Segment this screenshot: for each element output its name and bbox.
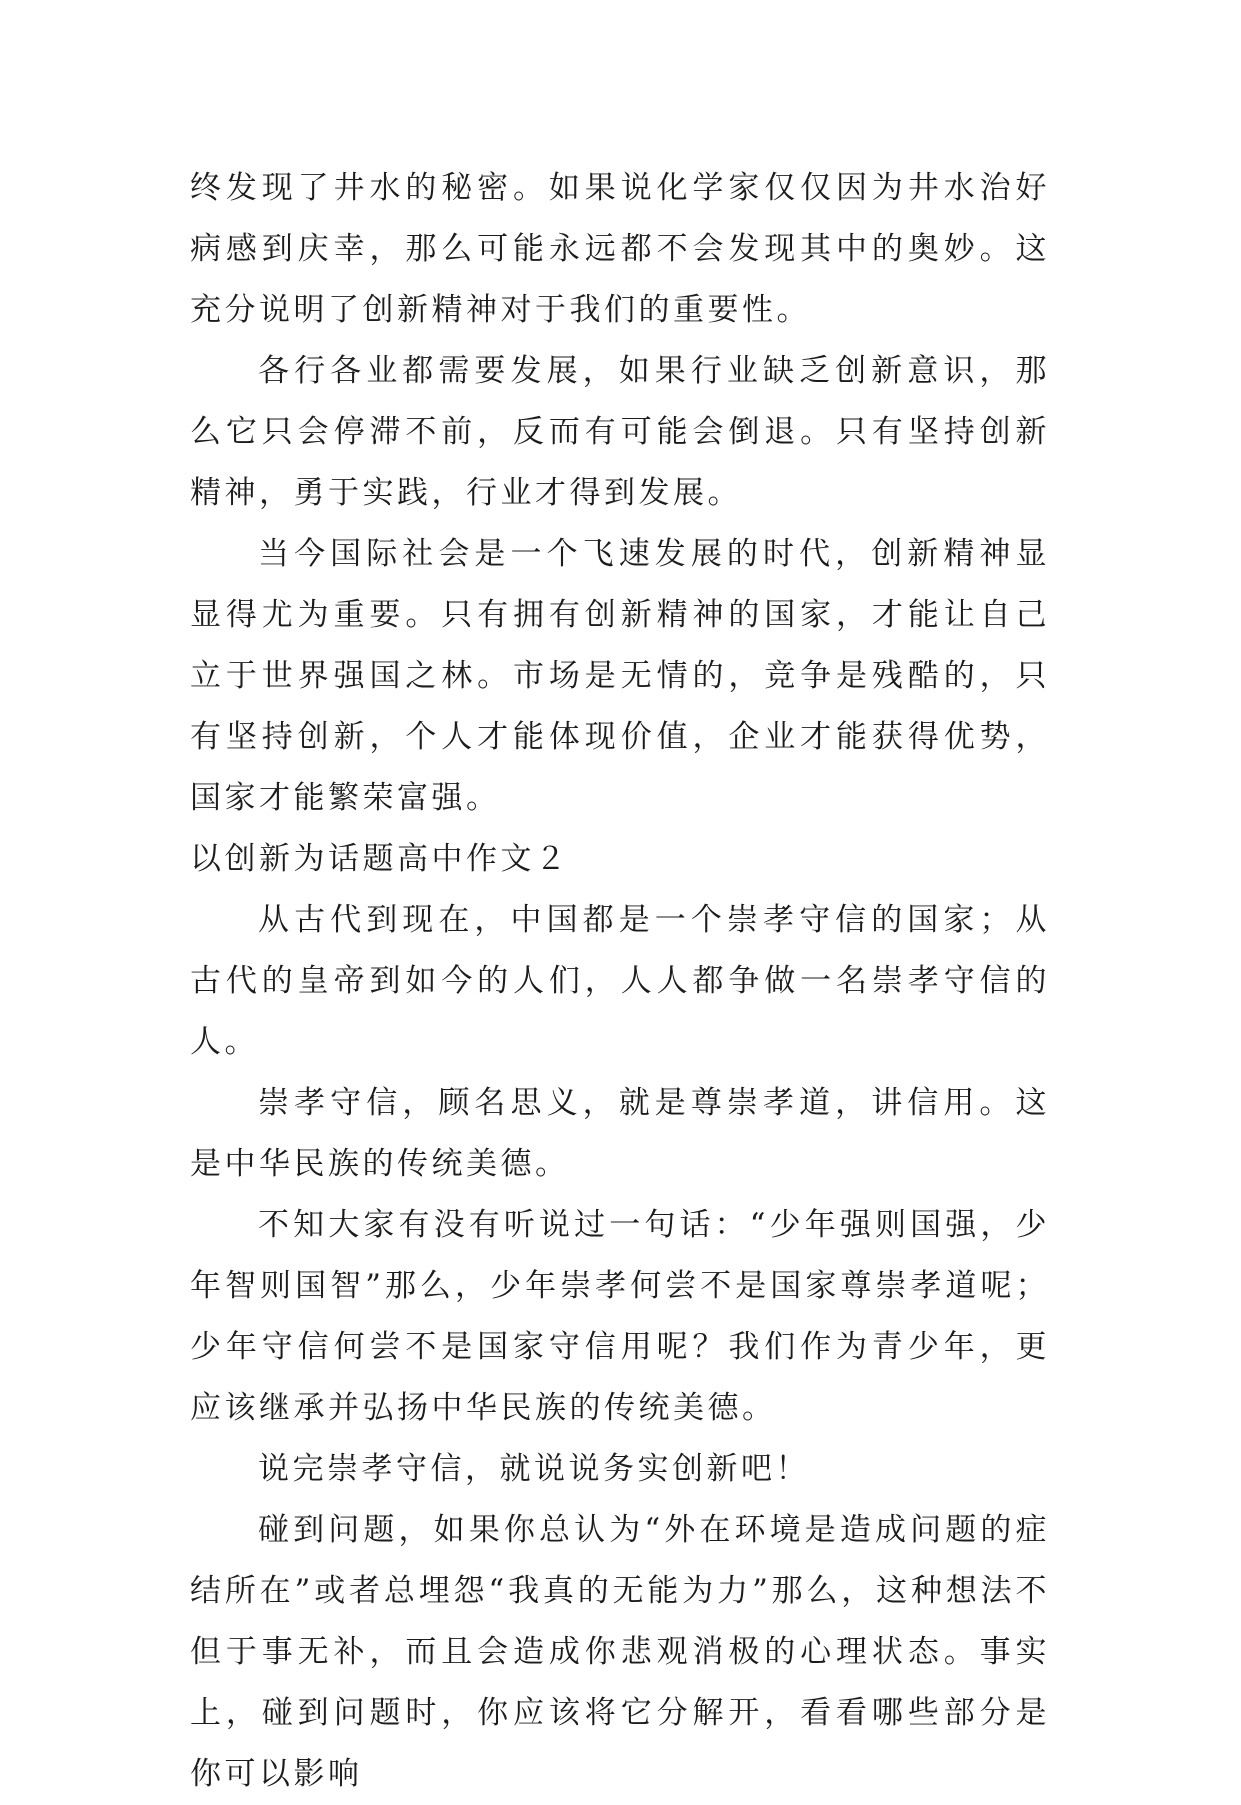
paragraph: 从古代到现在，中国都是一个崇孝守信的国家；从古代的皇帝到如今的人们，人人都争做一名崇孝守信的人。 [190,902,1050,1060]
paragraph: 碰到问题，如果你总认为“外在环境是造成问题的症结所在”或者总埋怨“我真的无能为力”那么，这种想法不但于事无补，而且会造成你悲观消极的心理状态。事实上，碰到问题时，你应该将它分解开，看看哪些部分是你可以影响 [190,1512,1050,1792]
essay-title: 以创新为话题高中作文２ [190,841,570,877]
paragraph: 当今国际社会是一个飞速发展的时代，创新精神显显得尤为重要。只有拥有创新精神的国家，才能让自己立于世界强国之林。市场是无情的，竞争是残酷的，只有坚持创新，个人才能体现价值，企业才能获得优势，国家才能繁荣富强。 [190,536,1050,816]
paragraph: 各行各业都需要发展，如果行业缺乏创新意识，那么它只会停滞不前，反而有可能会倒退。只有坚持创新精神，勇于实践，行业才得到发展。 [190,353,1050,511]
paragraph-continuation: 终发现了井水的秘密。如果说化学家仅仅因为井水治好病感到庆幸，那么可能永远都不会发现其中的奥妙。这充分说明了创新精神对于我们的重要性。 [190,170,1050,328]
paragraph: 说完崇孝守信，就说说务实创新吧！ [258,1451,810,1487]
paragraph: 崇孝守信，顾名思义，就是尊崇孝道，讲信用。这是中华民族的传统美德。 [190,1085,1050,1182]
paragraph: 不知大家有没有听说过一句话：“少年强则国强，少年智则国智”那么，少年崇孝何尝不是国家尊崇孝道呢；少年守信何尝不是国家守信用呢？我们作为青少年，更应该继承并弘扬中华民族的传统美德。 [190,1207,1050,1426]
document-body [190,158,1050,1805]
